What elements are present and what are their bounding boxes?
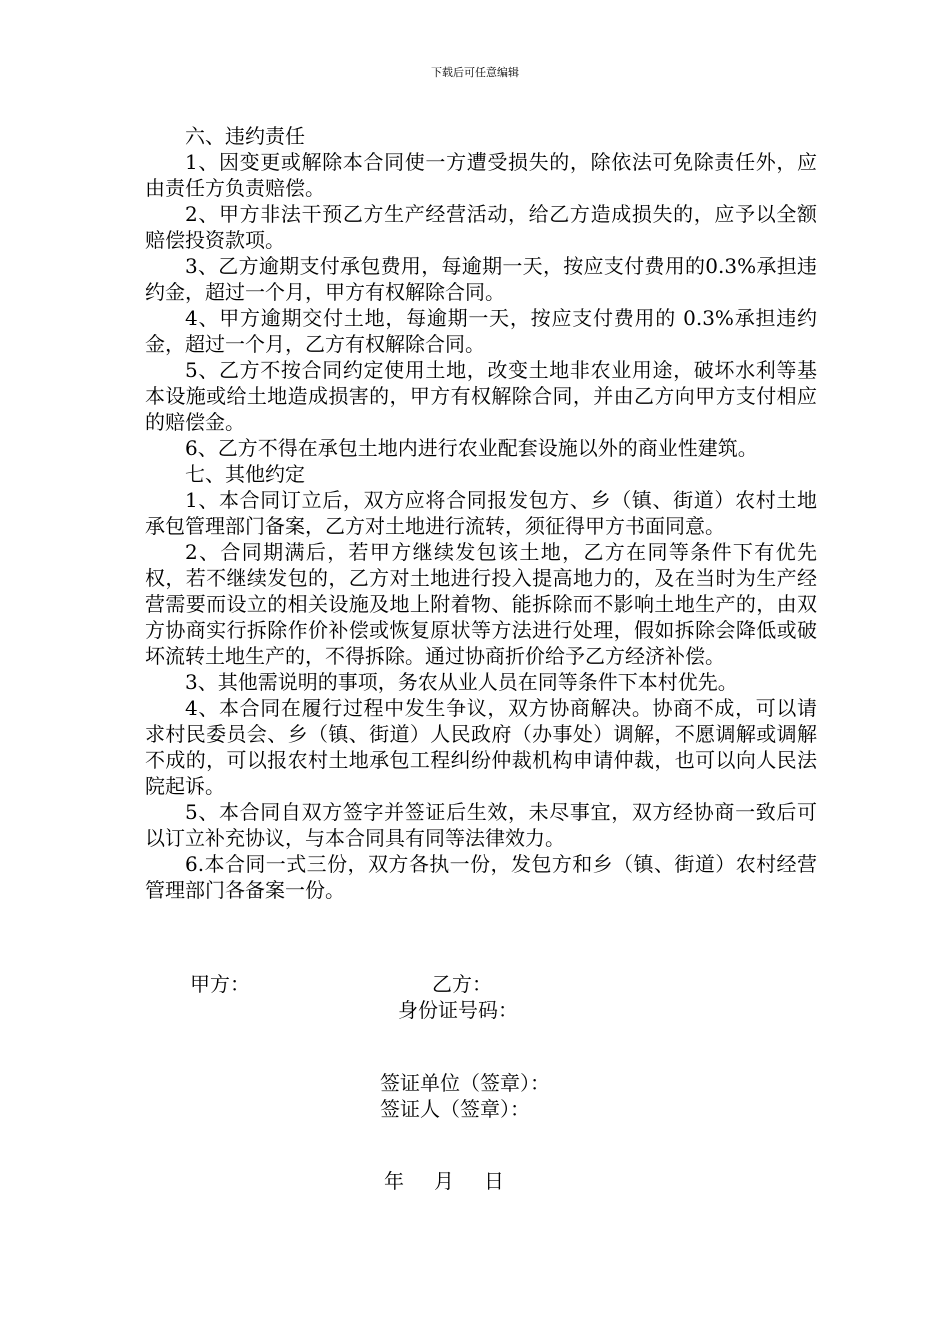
- clause-other-4: 4、本合同在履行过程中发生争议，双方协商解决。协商不成，可以请求村民委员会、乡（镇、街道）人民政府（办事处）调解，不愿调解或调解不成的，可以报农村土地承包工程纠纷仲裁机构申请仲裁，也可以向人民法院起诉。: [145, 696, 817, 798]
- date-month-label: 月: [434, 1169, 454, 1193]
- clause-breach-3: 3、乙方逾期支付承包费用，每逾期一天，按应支付费用的0.3%承担违约金，超过一个月，甲方有权解除合同。: [145, 254, 817, 304]
- section-heading-other: 七、其他约定: [185, 462, 305, 486]
- certification-unit-label: 签证单位（签章）：: [380, 1071, 550, 1095]
- certifier-label: 签证人（签章）：: [380, 1097, 530, 1121]
- clause-other-3: 3、其他需说明的事项，务农从业人员在同等条件下本村优先。: [185, 670, 738, 694]
- date-year-label: 年: [384, 1169, 404, 1193]
- party-b-label: 乙方：: [432, 972, 492, 996]
- party-a-label: 甲方：: [190, 972, 250, 996]
- clause-other-5: 5、本合同自双方签字并签证后生效，未尽事宜，双方经协商一致后可以订立补充协议，与本合同具有同等法律效力。: [145, 800, 817, 850]
- date-day-label: 日: [484, 1169, 504, 1193]
- clause-breach-6: 6、乙方不得在承包土地内进行农业配套设施以外的商业性建筑。: [185, 436, 758, 460]
- clause-other-2: 2、合同期满后，若甲方继续发包该土地，乙方在同等条件下有优先权，若不继续发包的，乙方对土地进行投入提高地力的，及在当时为生产经营需要而设立的相关设施及地上附着物、能拆除而不影响土地生产的，由双方协商实行拆除作价补偿或恢复原状等方法进行处理，假如拆除会降低或破坏流转土地生产的，不得拆除。通过协商折价给予乙方经济补偿。: [145, 540, 817, 668]
- clause-breach-5: 5、乙方不按合同约定使用土地，改变土地非农业用途，破坏水利等基本设施或给土地造成损害的，甲方有权解除合同，并由乙方向甲方支付相应的赔偿金。: [145, 358, 817, 434]
- id-number-label: 身份证号码：: [398, 998, 518, 1022]
- contract-body: [145, 123, 817, 903]
- signing-date: [384, 1168, 504, 1194]
- clause-breach-2: 2、甲方非法干预乙方生产经营活动，给乙方造成损失的，应予以全额赔偿投资款项。: [145, 202, 817, 252]
- clause-other-6: 6.本合同一式三份，双方各执一份，发包方和乡（镇、街道）农村经营管理部门各备案一份。: [145, 852, 817, 902]
- clause-breach-1: 1、因变更或解除本合同使一方遭受损失的，除依法可免除责任外，应由责任方负责赔偿。: [145, 150, 817, 200]
- section-heading-breach: 六、违约责任: [185, 124, 305, 148]
- page-header: 下载后可任意编辑: [431, 66, 519, 79]
- clause-breach-4: 4、甲方逾期交付土地，每逾期一天，按应支付费用的 0.3%承担违约金，超过一个月，乙方有权解除合同。: [145, 306, 817, 356]
- clause-other-1: 1、本合同订立后，双方应将合同报发包方、乡（镇、街道）农村土地承包管理部门备案，乙方对土地进行流转，须征得甲方书面同意。: [145, 488, 817, 538]
